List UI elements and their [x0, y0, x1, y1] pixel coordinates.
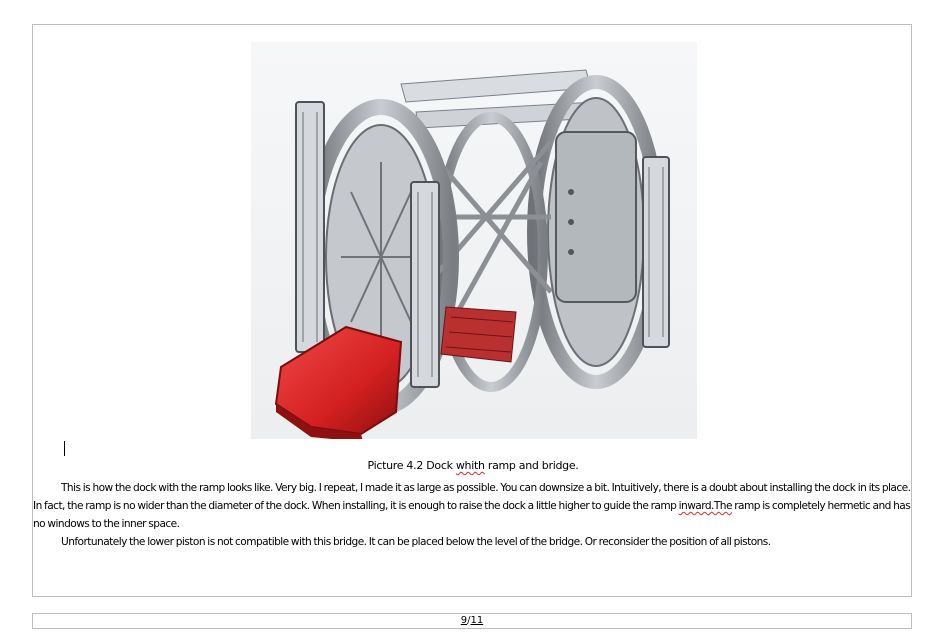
- dock-with-ramp-render-icon: [251, 42, 697, 439]
- dock-ramp-figure: [251, 42, 697, 439]
- page-separator: /: [467, 615, 471, 626]
- current-page-number: 9: [460, 615, 468, 626]
- body-text: [33, 479, 913, 551]
- total-pages-number: 11: [470, 615, 484, 626]
- caption-misspelled-word[interactable]: whith: [455, 459, 485, 472]
- paragraph-2: Unfortunately the lower piston is not compatible with this bridge. It can be placed below the level of the bridge. Or reconsider the position of all pistons.: [61, 536, 771, 548]
- figure-caption: [33, 459, 913, 472]
- text-cursor: [64, 441, 65, 456]
- paragraph-1: [33, 479, 913, 533]
- document-page: [32, 24, 912, 597]
- paragraph-1-flagged-word[interactable]: inward.The: [678, 500, 732, 512]
- page-footer: [32, 613, 912, 629]
- paragraph-1-part-1: This is how the dock with the ramp looks like. Very big. I repeat, I made it as large as possible. You can downsize a bit. Intuitively, there is a doubt about installing the dock in its place. In fact, the ramp is no wider than the diameter of the dock. When installing, it is enough to raise the dock a little higher to guide the ramp: [33, 482, 911, 512]
- paragraph-1-part-2: ramp is completely hermetic and has no windows to the inner space.: [33, 500, 911, 530]
- page-number: [33, 614, 911, 628]
- caption-prefix: Picture 4.2 Dock: [367, 459, 456, 472]
- caption-suffix: ramp and bridge.: [484, 459, 579, 472]
